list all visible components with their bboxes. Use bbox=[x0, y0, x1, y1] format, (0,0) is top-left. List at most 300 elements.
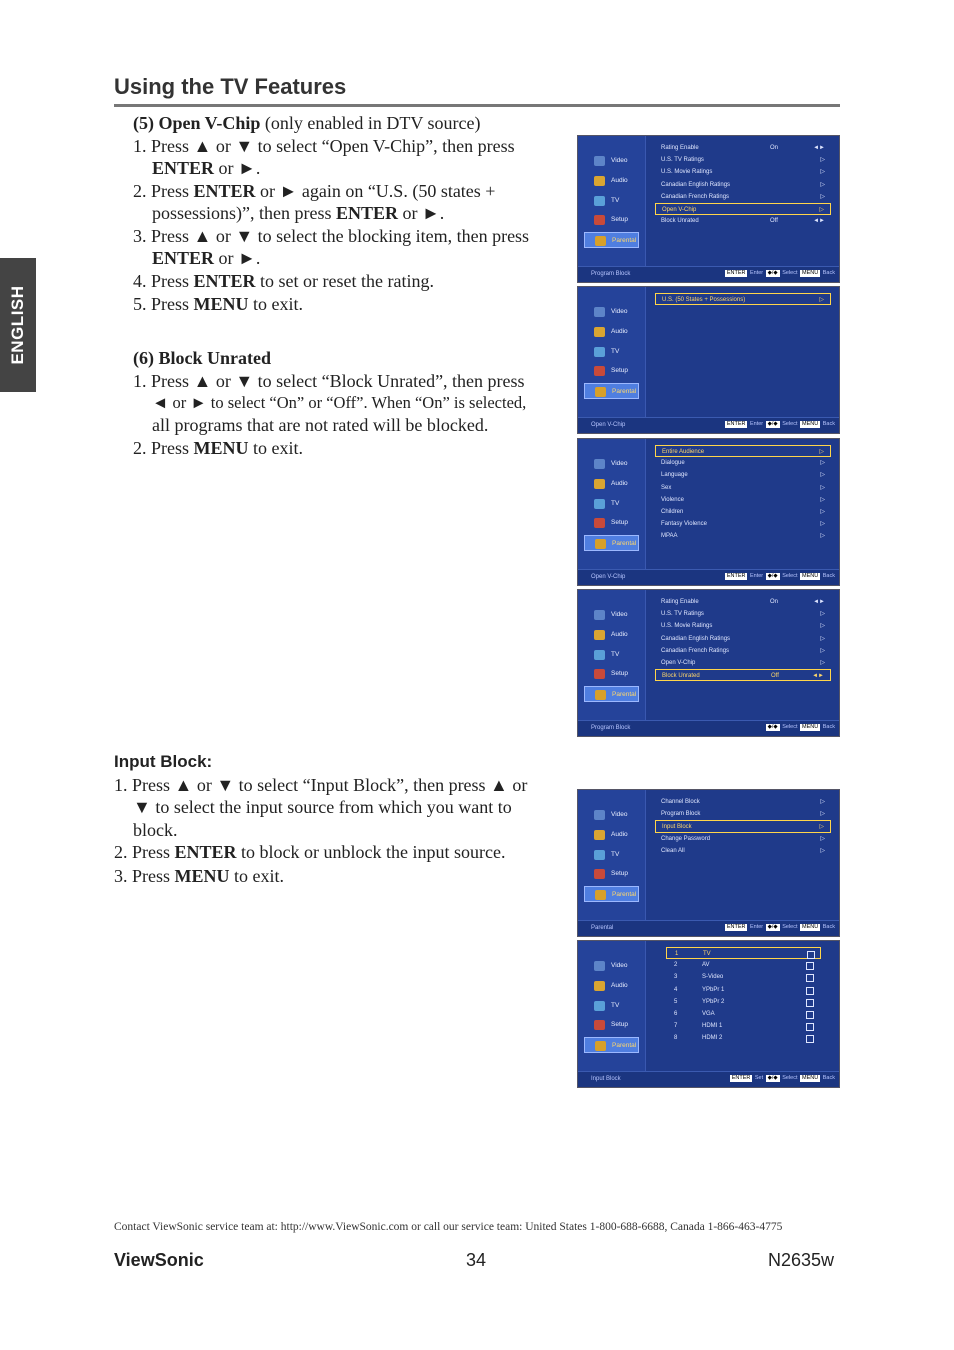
open-vchip-step-1b: ENTER or ►. bbox=[152, 158, 261, 178]
osd-row[interactable] bbox=[655, 494, 831, 506]
enter-arrow-icon: ▷ bbox=[820, 799, 825, 805]
menu-key: MENU bbox=[802, 924, 819, 930]
open-vchip-step-4: 4. Press ENTER to set or reset the rating. bbox=[133, 270, 434, 291]
osd-menu-label: Parental bbox=[612, 1042, 637, 1050]
osd-row[interactable] bbox=[655, 457, 831, 469]
arrow-keys-icon: ◆/◆ bbox=[767, 924, 778, 930]
enter-arrow-icon: ▷ bbox=[820, 611, 825, 618]
osd-key-hints bbox=[724, 924, 835, 931]
osd-menu-label: Audio bbox=[611, 479, 628, 487]
osd-menu-item-audio[interactable] bbox=[584, 324, 639, 340]
osd-input-number: 8 bbox=[674, 1035, 678, 1042]
osd-input-row[interactable] bbox=[666, 971, 840, 983]
osd-menu-label: Setup bbox=[611, 1021, 628, 1029]
osd-menu-item-video[interactable] bbox=[584, 456, 639, 472]
osd-screen-6 bbox=[577, 940, 840, 1088]
osd-key-hints bbox=[724, 573, 835, 580]
osd-menu-label: Video bbox=[611, 308, 628, 315]
enter-arrow-icon: ▷ bbox=[820, 460, 825, 467]
block-checkbox[interactable] bbox=[807, 951, 815, 959]
osd-footer-bar bbox=[578, 1071, 839, 1087]
open-vchip-step-3b: ENTER or ►. bbox=[152, 248, 261, 268]
osd-menu-item-setup[interactable] bbox=[584, 866, 639, 882]
page-number: 34 bbox=[466, 1250, 487, 1270]
osd-input-number: 1 bbox=[675, 951, 679, 957]
osd-screen-3 bbox=[577, 438, 840, 586]
osd-footer-bar bbox=[578, 720, 839, 736]
footer-model: N2635w bbox=[768, 1250, 835, 1270]
osd-menu-label: Setup bbox=[611, 519, 628, 527]
osd-menu-item-setup[interactable] bbox=[584, 515, 639, 531]
parental-icon bbox=[595, 236, 606, 246]
osd-row[interactable] bbox=[655, 608, 831, 620]
osd-row[interactable] bbox=[655, 293, 831, 305]
arrow-keys-icon: ◆/◆ bbox=[767, 421, 778, 427]
osd-list bbox=[655, 445, 831, 543]
osd-input-number: 6 bbox=[674, 1010, 678, 1017]
osd-key-hints bbox=[724, 421, 835, 428]
enter-key-label: Enter bbox=[749, 573, 764, 579]
osd-menu-label: Parental bbox=[612, 388, 637, 396]
osd-menu-label: TV bbox=[611, 347, 620, 355]
open-vchip-step-2b: possessions)”, then press ENTER or ►. bbox=[152, 203, 445, 223]
osd-menu-item-parental[interactable] bbox=[584, 232, 639, 248]
input-block-step-1c: block. bbox=[133, 819, 178, 840]
osd-list bbox=[666, 947, 840, 1045]
osd-footer-bar bbox=[578, 920, 839, 936]
osd-breadcrumb: Open V-Chip bbox=[591, 422, 626, 428]
select-key-label: Select bbox=[782, 724, 798, 730]
osd-input-number: 7 bbox=[674, 1023, 678, 1030]
arrow-keys-icon: ◆/◆ bbox=[767, 724, 778, 730]
osd-menu-label: Setup bbox=[611, 216, 628, 224]
osd-input-name: YPbPr 1 bbox=[702, 986, 725, 993]
osd-menu-item-video[interactable] bbox=[584, 958, 639, 974]
osd-row[interactable] bbox=[655, 808, 831, 820]
osd-row-label: MPAA bbox=[661, 533, 678, 540]
osd-menu-item-tv[interactable] bbox=[584, 847, 639, 863]
video-icon bbox=[594, 307, 605, 317]
enter-arrow-icon: ▷ bbox=[819, 824, 824, 831]
block-checkbox[interactable] bbox=[806, 974, 814, 982]
tv-icon bbox=[594, 650, 605, 660]
osd-menu-item-setup[interactable] bbox=[584, 1017, 639, 1033]
osd-menu-label: Setup bbox=[611, 670, 628, 678]
osd-row[interactable] bbox=[655, 596, 831, 608]
enter-key-label: Set bbox=[754, 1075, 764, 1081]
parental-icon bbox=[595, 1041, 606, 1051]
enter-arrow-icon: ▷ bbox=[820, 847, 825, 854]
osd-list bbox=[655, 293, 831, 305]
osd-row-label: Channel Block bbox=[661, 799, 700, 805]
back-key-label: Back bbox=[822, 924, 835, 930]
video-icon bbox=[594, 156, 605, 166]
osd-breadcrumb: Open V-Chip bbox=[591, 574, 626, 580]
osd-footer-bar bbox=[578, 569, 839, 585]
osd-breadcrumb: Program Block bbox=[591, 271, 631, 277]
osd-row-label: Clean All bbox=[661, 847, 685, 854]
video-icon bbox=[594, 459, 605, 469]
back-key-label: Back bbox=[822, 724, 835, 730]
osd-menu-item-video[interactable] bbox=[584, 807, 639, 823]
osd-sidebar bbox=[578, 790, 646, 922]
osd-input-row[interactable] bbox=[666, 959, 840, 971]
enter-arrow-icon: ▷ bbox=[819, 449, 824, 455]
enter-arrow-icon: ▷ bbox=[820, 659, 825, 666]
osd-row[interactable] bbox=[655, 445, 831, 457]
osd-key-hints bbox=[729, 1075, 835, 1082]
enter-arrow-icon: ▷ bbox=[820, 647, 825, 654]
enter-key: ENTER bbox=[731, 1075, 751, 1081]
osd-menu-item-setup[interactable] bbox=[584, 363, 639, 379]
block-unrated-step-2: 2. Press MENU to exit. bbox=[133, 438, 304, 458]
arrow-keys-icon: ◆/◆ bbox=[767, 270, 778, 276]
osd-menu-label: Video bbox=[611, 460, 628, 467]
osd-row-label: Fantasy Violence bbox=[661, 521, 707, 528]
menu-key: MENU bbox=[802, 270, 819, 276]
block-checkbox[interactable] bbox=[806, 1011, 814, 1019]
menu-key: MENU bbox=[802, 421, 819, 427]
osd-row[interactable] bbox=[655, 669, 831, 681]
osd-menu-item-setup[interactable] bbox=[584, 666, 639, 682]
osd-key-hints bbox=[765, 724, 835, 731]
enter-arrow-icon: ▷ bbox=[819, 206, 824, 213]
enter-arrow-icon: ▷ bbox=[820, 533, 825, 540]
audio-icon bbox=[594, 981, 605, 991]
left-right-arrow-icon: ◄► bbox=[813, 599, 825, 605]
osd-row-value: Off bbox=[771, 673, 779, 680]
osd-row-label: Canadian English Ratings bbox=[661, 181, 731, 188]
osd-menu-item-parental[interactable] bbox=[584, 886, 639, 902]
audio-icon bbox=[594, 479, 605, 489]
osd-menu-item-video[interactable] bbox=[584, 607, 639, 623]
page-heading: Using the TV Features bbox=[114, 74, 347, 99]
osd-breadcrumb: Program Block bbox=[591, 725, 631, 731]
osd-menu-label: Video bbox=[611, 611, 628, 618]
osd-menu-label: Video bbox=[611, 962, 628, 969]
osd-row-label: U.S. TV Ratings bbox=[661, 611, 704, 618]
osd-row-label: U.S. Movie Ratings bbox=[661, 623, 713, 630]
osd-input-number: 4 bbox=[674, 986, 678, 993]
osd-row[interactable] bbox=[655, 530, 831, 542]
select-key-label: Select bbox=[782, 924, 798, 930]
osd-row[interactable] bbox=[655, 518, 831, 530]
osd-menu-item-audio[interactable] bbox=[584, 173, 639, 189]
arrow-keys-icon: ◆/◆ bbox=[767, 1075, 778, 1081]
open-vchip-step-3: 3. Press ▲ or ▼ to select the blocking item, then press bbox=[133, 225, 530, 246]
osd-menu-label: Audio bbox=[611, 830, 628, 838]
language-tab-label: ENGLISH bbox=[8, 285, 27, 365]
osd-row[interactable] bbox=[655, 796, 831, 808]
osd-menu-item-audio[interactable] bbox=[584, 476, 639, 492]
block-checkbox[interactable] bbox=[806, 999, 814, 1007]
parental-icon bbox=[595, 690, 606, 700]
osd-input-name: TV bbox=[703, 951, 711, 957]
osd-row[interactable] bbox=[655, 645, 831, 657]
osd-input-name: HDMI 1 bbox=[702, 1023, 723, 1030]
select-key-label: Select bbox=[782, 270, 798, 276]
osd-breadcrumb: Input Block bbox=[591, 1076, 621, 1082]
enter-key-label: Enter bbox=[749, 924, 764, 930]
menu-key: MENU bbox=[802, 1075, 819, 1081]
osd-menu-item-parental[interactable] bbox=[584, 1037, 639, 1053]
osd-row-label: Dialogue bbox=[661, 460, 685, 467]
open-vchip-step-5: 5. Press MENU to exit. bbox=[133, 294, 304, 314]
osd-row-label: Language bbox=[661, 472, 688, 479]
enter-key: ENTER bbox=[726, 924, 746, 930]
osd-row-label: Rating Enable bbox=[661, 145, 699, 151]
osd-input-number: 5 bbox=[674, 998, 678, 1005]
osd-input-row[interactable] bbox=[666, 1008, 840, 1020]
osd-row-label: U.S. TV Ratings bbox=[661, 157, 704, 164]
input-block-step-1: 1. Press ▲ or ▼ to select “Input Block”, then press ▲ or bbox=[114, 774, 528, 795]
osd-row[interactable] bbox=[655, 469, 831, 481]
enter-arrow-icon: ▷ bbox=[820, 472, 825, 479]
osd-sidebar bbox=[578, 136, 646, 268]
enter-arrow-icon: ▷ bbox=[820, 508, 825, 515]
select-key-label: Select bbox=[782, 1075, 798, 1081]
osd-menu-label: Parental bbox=[612, 540, 637, 548]
open-vchip-title: (5) Open V-Chip bbox=[133, 113, 261, 133]
osd-menu-item-tv[interactable] bbox=[584, 193, 639, 209]
block-unrated-step-1b: ◄ or ► to select “On” or “Off”. When “On” is selected, bbox=[152, 393, 527, 412]
osd-input-name: AV bbox=[702, 962, 710, 969]
osd-row[interactable] bbox=[655, 191, 831, 203]
osd-row-label: U.S. (50 States + Possessions) bbox=[662, 297, 746, 303]
osd-row-value: On bbox=[770, 145, 779, 151]
osd-row[interactable] bbox=[655, 203, 831, 215]
osd-menu-item-tv[interactable] bbox=[584, 496, 639, 512]
open-vchip-step-1: 1. Press ▲ or ▼ to select “Open V-Chip”, then press bbox=[133, 135, 515, 156]
osd-row-label: Block Unrated bbox=[662, 673, 700, 680]
osd-menu-label: TV bbox=[611, 196, 620, 204]
osd-menu-label: Setup bbox=[611, 870, 628, 878]
input-block-step-1b: ▼ to select the input source from which you want to bbox=[133, 797, 512, 817]
osd-row-label: Program Block bbox=[661, 811, 701, 818]
osd-menu-item-audio[interactable] bbox=[584, 627, 639, 643]
enter-key: ENTER bbox=[726, 573, 746, 579]
audio-icon bbox=[594, 327, 605, 337]
osd-footer-bar bbox=[578, 417, 839, 433]
osd-menu-label: Parental bbox=[612, 237, 637, 245]
osd-breadcrumb: Parental bbox=[591, 925, 614, 931]
osd-menu-item-video[interactable] bbox=[584, 304, 639, 320]
osd-menu-label: Audio bbox=[611, 630, 628, 638]
enter-arrow-icon: ▷ bbox=[820, 181, 825, 188]
enter-arrow-icon: ▷ bbox=[820, 635, 825, 642]
osd-row[interactable] bbox=[655, 833, 831, 845]
osd-row[interactable] bbox=[655, 657, 831, 669]
osd-input-name: HDMI 2 bbox=[702, 1035, 723, 1042]
osd-row[interactable] bbox=[655, 215, 831, 227]
enter-arrow-icon: ▷ bbox=[820, 157, 825, 164]
input-block-step-3: 3. Press MENU to exit. bbox=[114, 866, 285, 886]
osd-sidebar bbox=[578, 287, 646, 419]
enter-arrow-icon: ▷ bbox=[820, 623, 825, 630]
osd-row[interactable] bbox=[655, 620, 831, 632]
osd-menu-label: Audio bbox=[611, 176, 628, 184]
menu-key: MENU bbox=[802, 573, 819, 579]
osd-menu-label: TV bbox=[611, 499, 620, 507]
osd-row[interactable] bbox=[655, 179, 831, 191]
enter-arrow-icon: ▷ bbox=[820, 496, 825, 503]
enter-arrow-icon: ▷ bbox=[819, 297, 824, 303]
parental-icon bbox=[595, 539, 606, 549]
osd-row[interactable] bbox=[655, 845, 831, 857]
osd-screen-5 bbox=[577, 789, 840, 937]
open-vchip-title-line bbox=[133, 112, 480, 135]
tv-icon bbox=[594, 347, 605, 357]
osd-menu-item-tv[interactable] bbox=[584, 647, 639, 663]
osd-menu-label: Video bbox=[611, 811, 628, 818]
osd-input-number: 3 bbox=[674, 974, 678, 981]
osd-row[interactable] bbox=[655, 482, 831, 494]
osd-input-row[interactable] bbox=[666, 1020, 840, 1032]
osd-menu-item-video[interactable] bbox=[584, 153, 639, 169]
footer-contact: Contact ViewSonic service team at: http://www.ViewSonic.com or call our service team: United States 1-800-688-6688, Canada 1-866-463-4775 bbox=[114, 1221, 783, 1233]
osd-menu-item-setup[interactable] bbox=[584, 212, 639, 228]
left-right-arrow-icon: ◄► bbox=[812, 673, 824, 680]
osd-input-number: 2 bbox=[674, 962, 678, 969]
osd-row[interactable] bbox=[655, 154, 831, 166]
left-right-arrow-icon: ◄► bbox=[813, 145, 825, 151]
block-unrated-step-1c: all programs that are not rated will be blocked. bbox=[152, 415, 489, 435]
parental-icon bbox=[595, 890, 606, 900]
setup-icon bbox=[594, 1020, 605, 1030]
tv-icon bbox=[594, 850, 605, 860]
video-icon bbox=[594, 961, 605, 971]
enter-arrow-icon: ▷ bbox=[820, 169, 825, 176]
audio-icon bbox=[594, 630, 605, 640]
osd-footer-bar bbox=[578, 266, 839, 282]
setup-icon bbox=[594, 669, 605, 679]
osd-menu-label: Audio bbox=[611, 327, 628, 335]
osd-row[interactable] bbox=[655, 142, 831, 154]
osd-menu-item-tv[interactable] bbox=[584, 998, 639, 1014]
osd-screen-1 bbox=[577, 135, 840, 283]
enter-key-label: Enter bbox=[749, 421, 764, 427]
osd-row[interactable] bbox=[655, 506, 831, 518]
select-key-label: Select bbox=[782, 573, 798, 579]
osd-input-row[interactable] bbox=[666, 996, 840, 1008]
setup-icon bbox=[594, 215, 605, 225]
osd-menu-label: Audio bbox=[611, 981, 628, 989]
setup-icon bbox=[594, 366, 605, 376]
back-key-label: Back bbox=[822, 1075, 835, 1081]
osd-list bbox=[655, 142, 831, 227]
enter-arrow-icon: ▷ bbox=[820, 521, 825, 528]
osd-row-label: Block Unrated bbox=[661, 218, 699, 225]
osd-sidebar bbox=[578, 590, 646, 722]
footer-brand: ViewSonic bbox=[114, 1250, 204, 1270]
tv-icon bbox=[594, 1001, 605, 1011]
block-checkbox[interactable] bbox=[806, 987, 814, 995]
osd-menu-label: TV bbox=[611, 850, 620, 858]
block-checkbox[interactable] bbox=[806, 1035, 814, 1043]
osd-menu-label: TV bbox=[611, 650, 620, 658]
enter-arrow-icon: ▷ bbox=[820, 193, 825, 200]
tv-icon bbox=[594, 196, 605, 206]
osd-row[interactable] bbox=[655, 633, 831, 645]
osd-menu-label: Video bbox=[611, 157, 628, 164]
input-block-title: Input Block: bbox=[114, 752, 213, 771]
enter-key: ENTER bbox=[726, 421, 746, 427]
osd-row-label: Canadian French Ratings bbox=[661, 193, 730, 200]
back-key-label: Back bbox=[822, 421, 835, 427]
block-unrated-step-1: 1. Press ▲ or ▼ to select “Block Unrated”, then press bbox=[133, 370, 525, 391]
osd-input-row[interactable] bbox=[666, 947, 821, 959]
setup-icon bbox=[594, 518, 605, 528]
osd-row-value: Off bbox=[770, 218, 778, 225]
osd-list bbox=[655, 596, 831, 681]
osd-input-name: YPbPr 2 bbox=[702, 998, 725, 1005]
osd-menu-label: TV bbox=[611, 1001, 620, 1009]
osd-menu-label: Parental bbox=[612, 891, 637, 899]
osd-row[interactable] bbox=[655, 166, 831, 178]
block-checkbox[interactable] bbox=[806, 1023, 814, 1031]
left-right-arrow-icon: ◄► bbox=[813, 218, 825, 225]
osd-row-label: Canadian English Ratings bbox=[661, 635, 731, 642]
osd-row-label: Children bbox=[661, 508, 684, 515]
menu-key: MENU bbox=[802, 724, 819, 730]
osd-menu-label: Parental bbox=[612, 691, 637, 699]
enter-key-label: Enter bbox=[749, 270, 764, 276]
osd-input-name: S-Video bbox=[702, 974, 724, 981]
audio-icon bbox=[594, 830, 605, 840]
parental-icon bbox=[595, 387, 606, 397]
osd-menu-label: Setup bbox=[611, 367, 628, 375]
osd-list bbox=[655, 796, 831, 857]
osd-menu-item-parental[interactable] bbox=[584, 686, 639, 702]
osd-menu-item-parental[interactable] bbox=[584, 383, 639, 399]
osd-row-label: Open V-Chip bbox=[662, 206, 697, 213]
osd-menu-item-parental[interactable] bbox=[584, 535, 639, 551]
osd-row-value: On bbox=[770, 599, 779, 605]
enter-arrow-icon: ▷ bbox=[820, 835, 825, 842]
osd-row-label: Rating Enable bbox=[661, 599, 699, 605]
osd-screen-4 bbox=[577, 589, 840, 737]
osd-input-row[interactable] bbox=[666, 984, 840, 996]
input-block-step-2: 2. Press ENTER to block or unblock the input source. bbox=[114, 842, 506, 862]
arrow-keys-icon: ◆/◆ bbox=[767, 573, 778, 579]
enter-arrow-icon: ▷ bbox=[820, 484, 825, 491]
osd-menu-item-audio[interactable] bbox=[584, 978, 639, 994]
back-key-label: Back bbox=[822, 573, 835, 579]
back-key-label: Back bbox=[822, 270, 835, 276]
osd-menu-item-audio[interactable] bbox=[584, 827, 639, 843]
enter-arrow-icon: ▷ bbox=[820, 811, 825, 818]
osd-row-label: Change Password bbox=[661, 835, 711, 842]
osd-menu-item-tv[interactable] bbox=[584, 344, 639, 360]
osd-sidebar bbox=[578, 439, 646, 571]
block-checkbox[interactable] bbox=[806, 962, 814, 970]
enter-key: ENTER bbox=[726, 270, 746, 276]
osd-row-label: Sex bbox=[661, 484, 672, 491]
osd-row-label: Canadian French Ratings bbox=[661, 647, 730, 654]
heading-rule bbox=[114, 104, 840, 107]
osd-row[interactable] bbox=[655, 820, 831, 832]
osd-key-hints bbox=[724, 270, 835, 277]
open-vchip-step-2: 2. Press ENTER or ► again on “U.S. (50 states + bbox=[133, 180, 496, 201]
osd-sidebar bbox=[578, 941, 646, 1073]
osd-row-label: Violence bbox=[661, 496, 684, 503]
tv-icon bbox=[594, 499, 605, 509]
osd-input-row[interactable] bbox=[666, 1032, 840, 1044]
osd-input-name: VGA bbox=[702, 1010, 715, 1017]
audio-icon bbox=[594, 176, 605, 186]
osd-row-label: Entire Audience bbox=[662, 449, 705, 455]
video-icon bbox=[594, 810, 605, 820]
